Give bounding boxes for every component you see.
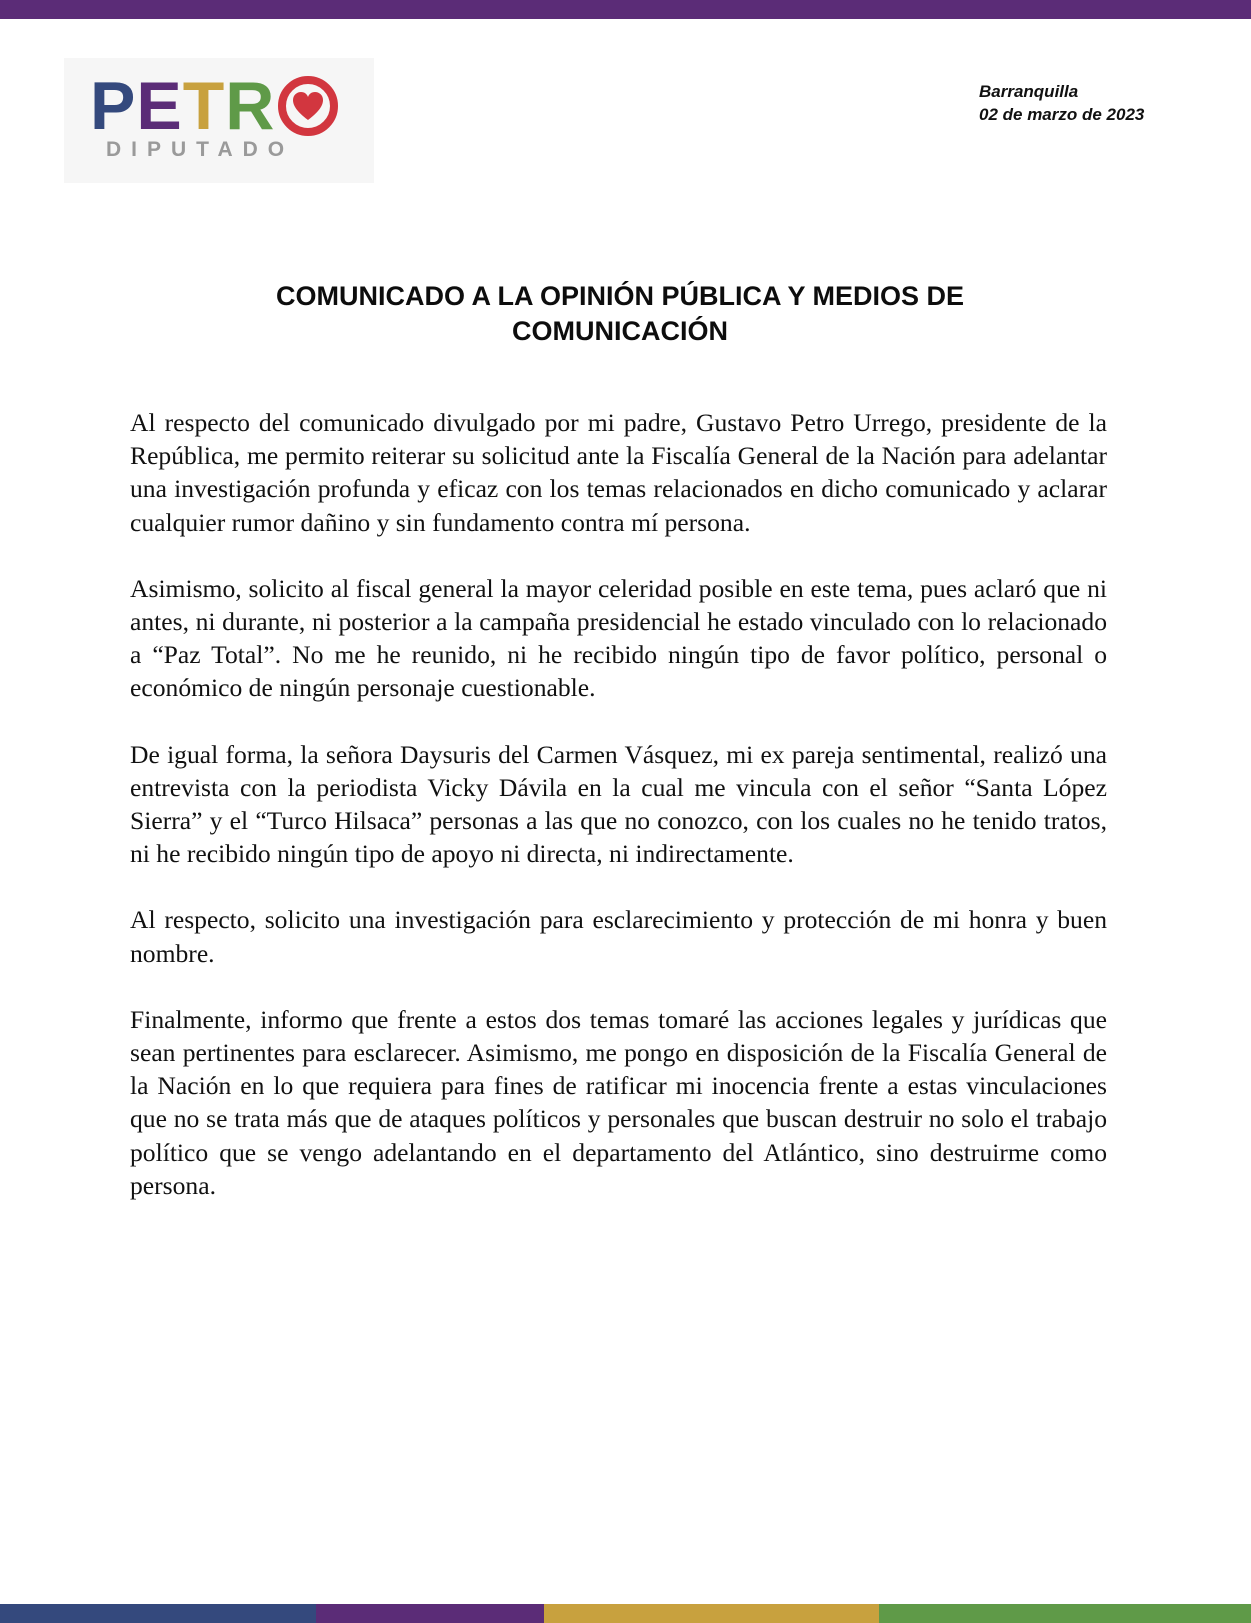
paragraph-5: Finalmente, informo que frente a estos dos temas tomaré las acciones legales y jurídicas que sean pertinentes para esclarecer. Asimismo, me pongo en disposición de la Fiscalía General de la Nación en lo que requiera para fines de ratificar mi inocencia frente a estas vinculaciones que no se trata más que de ataques políticos y personales que buscan destruir no solo el trabajo político que se vengo adelantando en el departamento del Atlántico, sino destruirme como persona. [130, 1004, 1107, 1200]
logo-letter-t: T [182, 68, 226, 144]
paragraph-4: Al respecto, solicito una investigación para esclarecimiento y protección de mi honra y buen nombre. [130, 905, 1107, 968]
logo-letter-e: E [136, 68, 183, 144]
logo-letter-r: R [225, 68, 276, 144]
logo-subtitle: DIPUTADO [106, 138, 295, 161]
top-color-bar [0, 0, 1251, 19]
document-title: COMUNICADO A LA OPINIÓN PÚBLICA Y MEDIOS DE COMUNICACIÓN [275, 281, 965, 346]
heart-o-icon [278, 76, 338, 136]
bottom-bar-gold [544, 1604, 879, 1623]
petro-diputado-logo [64, 58, 374, 183]
paragraph-3: De igual forma, la señora Daysuris del Carmen Vásquez, mi ex pareja sentimental, realizó una entrevista con la periodista Vicky Dávila en la cual me vincula con el señor “Santa López Sierra” y el “Turco Hilsaca” personas a las que no conozco, con los cuales no he tenido tratos, ni he recibido ningún tipo de apoyo ni directa, ni indirectamente. [130, 739, 1107, 869]
paragraph-2: Asimismo, solicito al fiscal general la mayor celeridad posible en este tema, pues aclaró que ni antes, ni durante, ni posterior a la campaña presidencial he estado vinculado con lo relacionado a “Paz Total”. No me he reunido, ni he recibido ningún tipo de favor político, personal o económico de ningún personaje cuestionable. [130, 573, 1107, 703]
logo-wordmark [90, 68, 276, 144]
bottom-bar-purple [316, 1604, 544, 1623]
place: Barranquilla [979, 82, 1079, 101]
logo-letter-p: P [90, 68, 137, 144]
document-body [130, 406, 1107, 1235]
bottom-bar-blue [0, 1604, 316, 1623]
bottom-bar-green [879, 1604, 1251, 1623]
bottom-color-bar [0, 1604, 1251, 1623]
date: 02 de marzo de 2023 [979, 105, 1145, 124]
paragraph-1: Al respecto del comunicado divulgado por mi padre, Gustavo Petro Urrego, presidente de la República, me permito reiterar su solicitud ante la Fiscalía General de la Nación para adelantar una investigación profunda y eficaz con los temas relacionados en dicho comunicado y aclarar cualquier rumor dañino y sin fundamento contra mí persona. [130, 408, 1107, 537]
place-date-block [979, 80, 1199, 126]
